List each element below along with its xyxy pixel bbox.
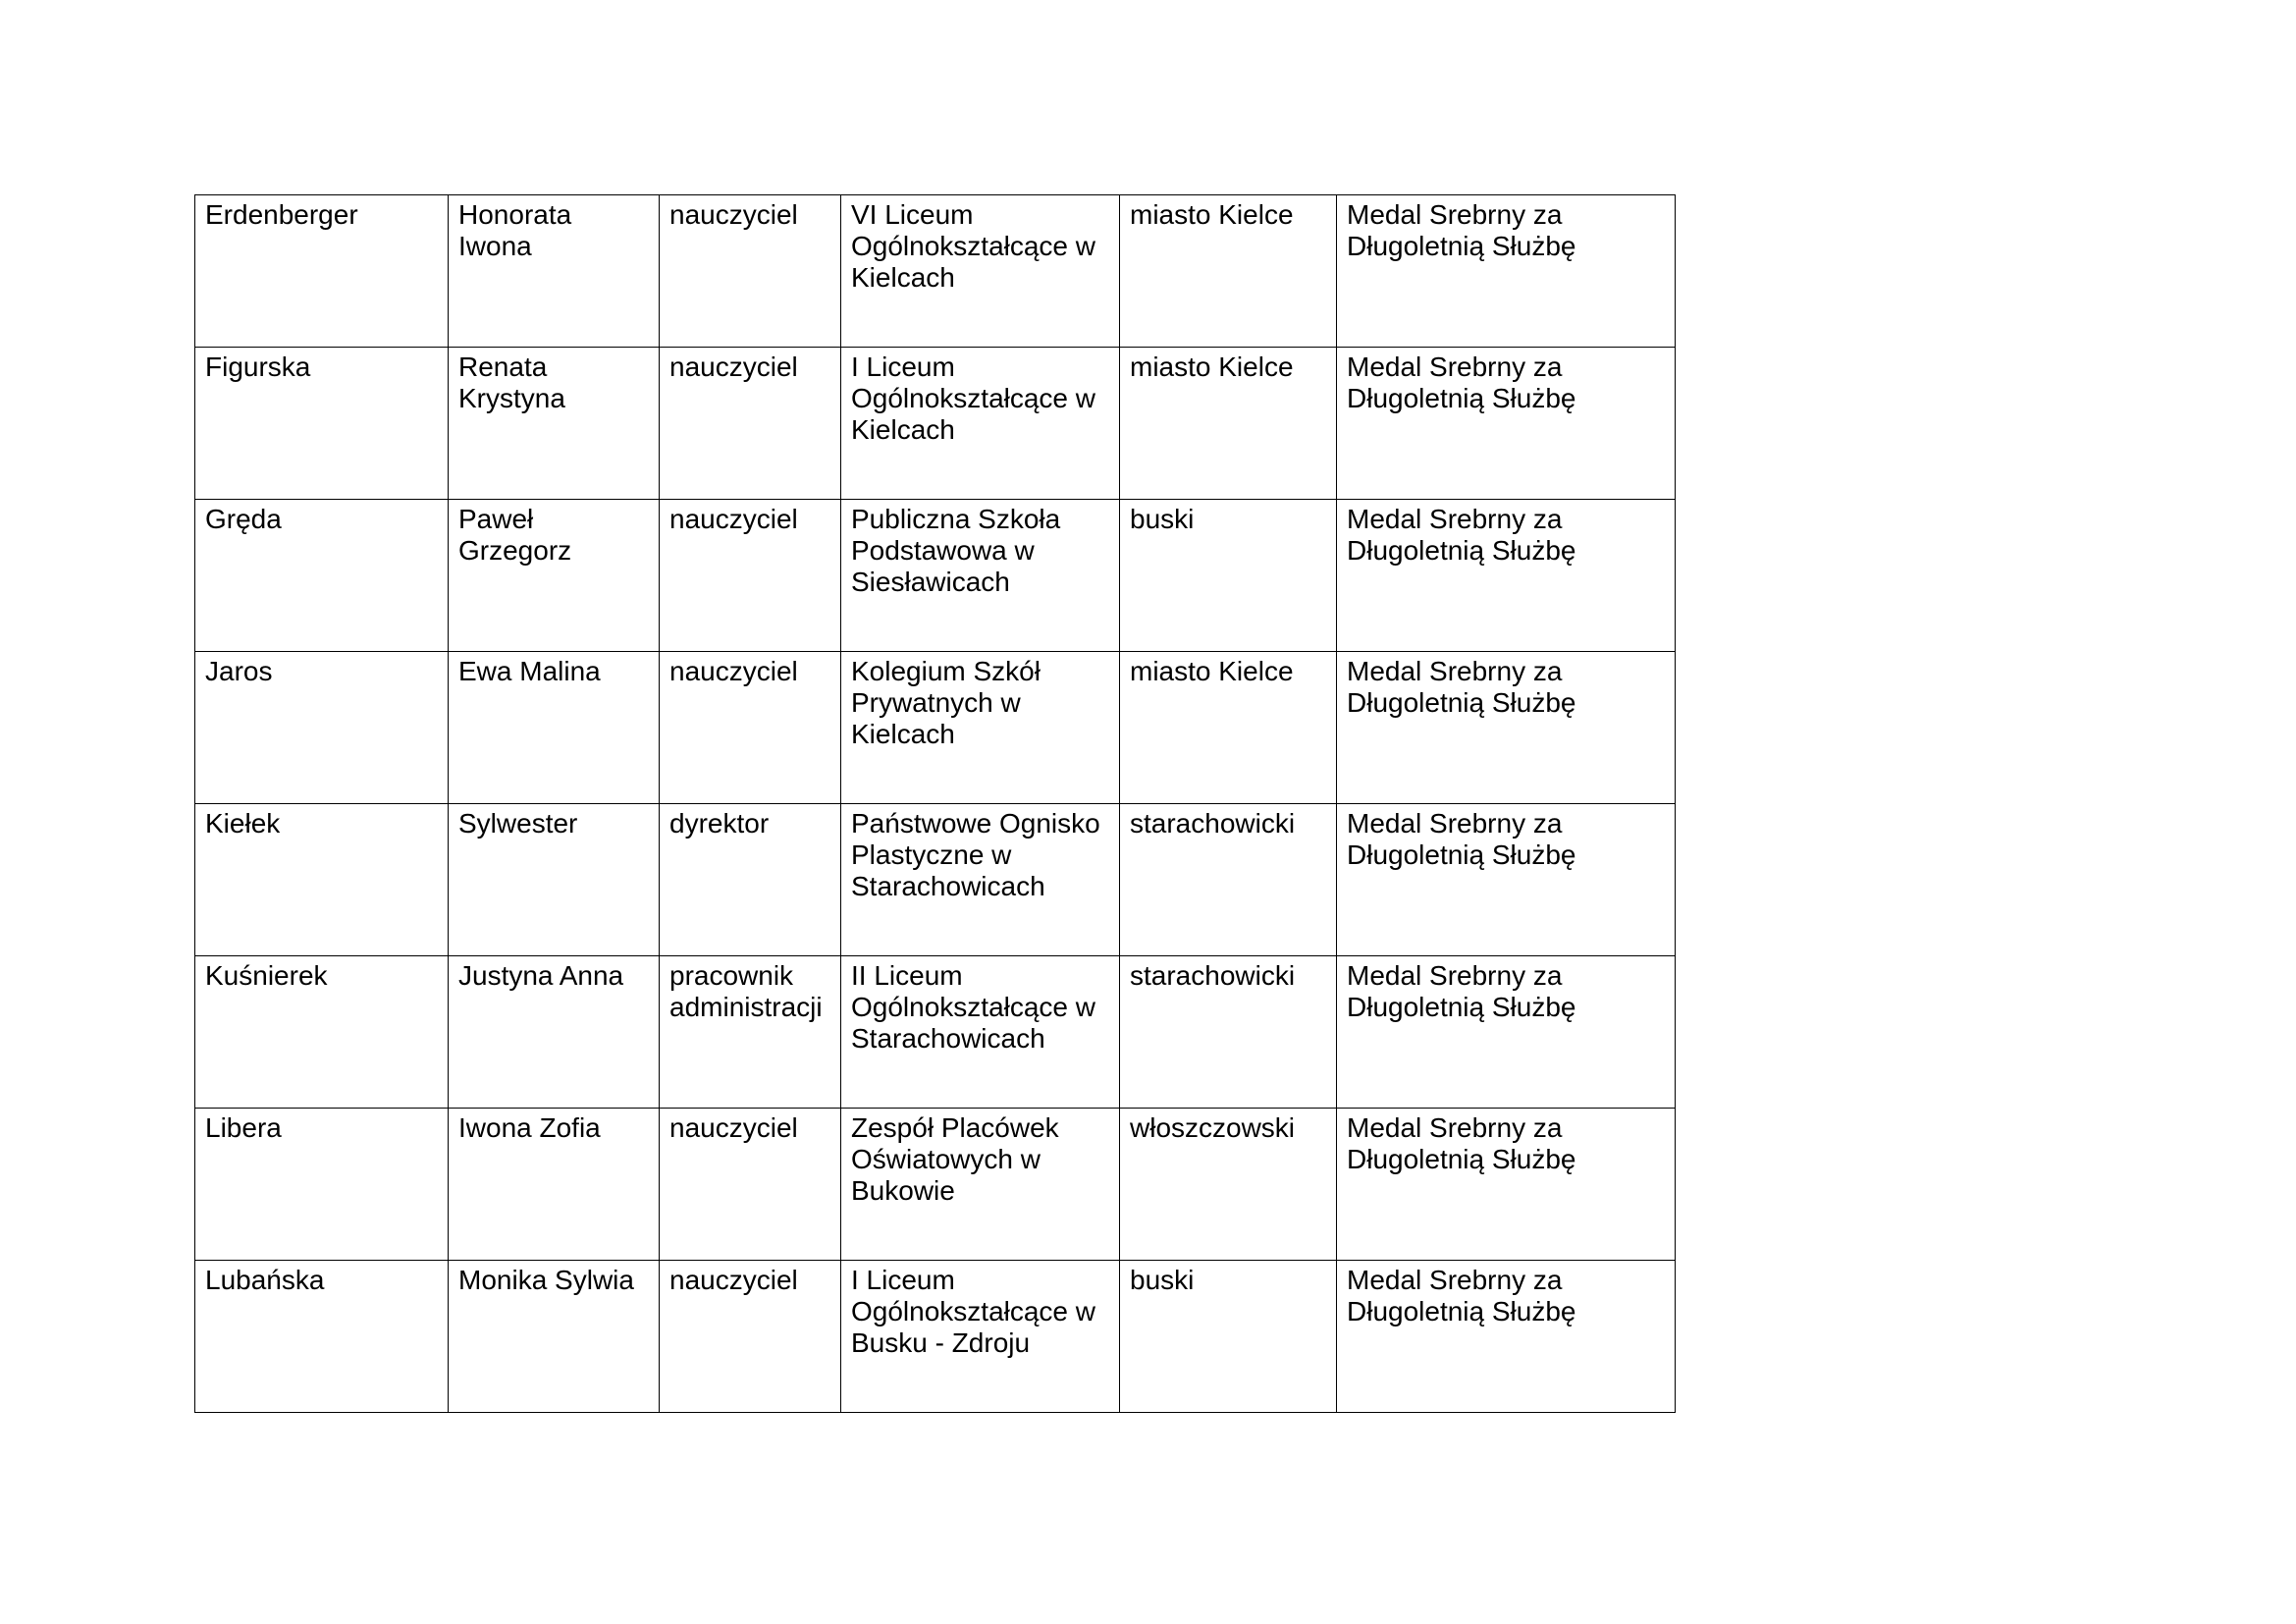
position-cell: dyrektor	[660, 804, 841, 956]
given-names-cell: Iwona Zofia	[449, 1109, 660, 1261]
given-names-cell: Monika Sylwia	[449, 1261, 660, 1413]
surname-cell: Erdenberger	[195, 195, 449, 348]
surname-cell: Jaros	[195, 652, 449, 804]
position-cell: nauczyciel	[660, 500, 841, 652]
surname-cell: Libera	[195, 1109, 449, 1261]
table-row	[195, 348, 1676, 500]
surname-cell: Kiełek	[195, 804, 449, 956]
award-cell: Medal Srebrny za Długoletnią Służbę	[1337, 804, 1676, 956]
table-row	[195, 1109, 1676, 1261]
table-row	[195, 1261, 1676, 1413]
given-names-cell: Sylwester	[449, 804, 660, 956]
given-names-cell: Honorata Iwona	[449, 195, 660, 348]
given-names-cell: Justyna Anna	[449, 956, 660, 1109]
award-cell: Medal Srebrny za Długoletnią Służbę	[1337, 1261, 1676, 1413]
award-cell: Medal Srebrny za Długoletnią Służbę	[1337, 500, 1676, 652]
surname-cell: Gręda	[195, 500, 449, 652]
table-row	[195, 195, 1676, 348]
institution-cell: VI Liceum Ogólnokształcące w Kielcach	[841, 195, 1120, 348]
district-cell: miasto Kielce	[1120, 652, 1337, 804]
position-cell: nauczyciel	[660, 1109, 841, 1261]
institution-cell: I Liceum Ogólnokształcące w Busku - Zdroju	[841, 1261, 1120, 1413]
award-cell: Medal Srebrny za Długoletnią Służbę	[1337, 195, 1676, 348]
table-row	[195, 956, 1676, 1109]
surname-cell: Figurska	[195, 348, 449, 500]
institution-cell: Publiczna Szkoła Podstawowa w Siesławicach	[841, 500, 1120, 652]
district-cell: starachowicki	[1120, 956, 1337, 1109]
table-row	[195, 500, 1676, 652]
position-cell: nauczyciel	[660, 195, 841, 348]
position-cell: nauczyciel	[660, 348, 841, 500]
table-row	[195, 804, 1676, 956]
institution-cell: Zespół Placówek Oświatowych w Bukowie	[841, 1109, 1120, 1261]
district-cell: miasto Kielce	[1120, 348, 1337, 500]
district-cell: buski	[1120, 1261, 1337, 1413]
institution-cell: Państwowe Ognisko Plastyczne w Starachowicach	[841, 804, 1120, 956]
given-names-cell: Renata Krystyna	[449, 348, 660, 500]
table-row	[195, 652, 1676, 804]
institution-cell: II Liceum Ogólnokształcące w Starachowicach	[841, 956, 1120, 1109]
position-cell: nauczyciel	[660, 652, 841, 804]
award-cell: Medal Srebrny za Długoletnią Służbę	[1337, 1109, 1676, 1261]
district-cell: miasto Kielce	[1120, 195, 1337, 348]
institution-cell: I Liceum Ogólnokształcące w Kielcach	[841, 348, 1120, 500]
position-cell: pracownik administracji	[660, 956, 841, 1109]
position-cell: nauczyciel	[660, 1261, 841, 1413]
district-cell: buski	[1120, 500, 1337, 652]
award-cell: Medal Srebrny za Długoletnią Służbę	[1337, 652, 1676, 804]
surname-cell: Kuśnierek	[195, 956, 449, 1109]
award-cell: Medal Srebrny za Długoletnią Służbę	[1337, 348, 1676, 500]
district-cell: starachowicki	[1120, 804, 1337, 956]
given-names-cell: Paweł Grzegorz	[449, 500, 660, 652]
awards-table	[194, 194, 1676, 1413]
award-cell: Medal Srebrny za Długoletnią Służbę	[1337, 956, 1676, 1109]
district-cell: włoszczowski	[1120, 1109, 1337, 1261]
institution-cell: Kolegium Szkół Prywatnych w Kielcach	[841, 652, 1120, 804]
given-names-cell: Ewa Malina	[449, 652, 660, 804]
surname-cell: Lubańska	[195, 1261, 449, 1413]
